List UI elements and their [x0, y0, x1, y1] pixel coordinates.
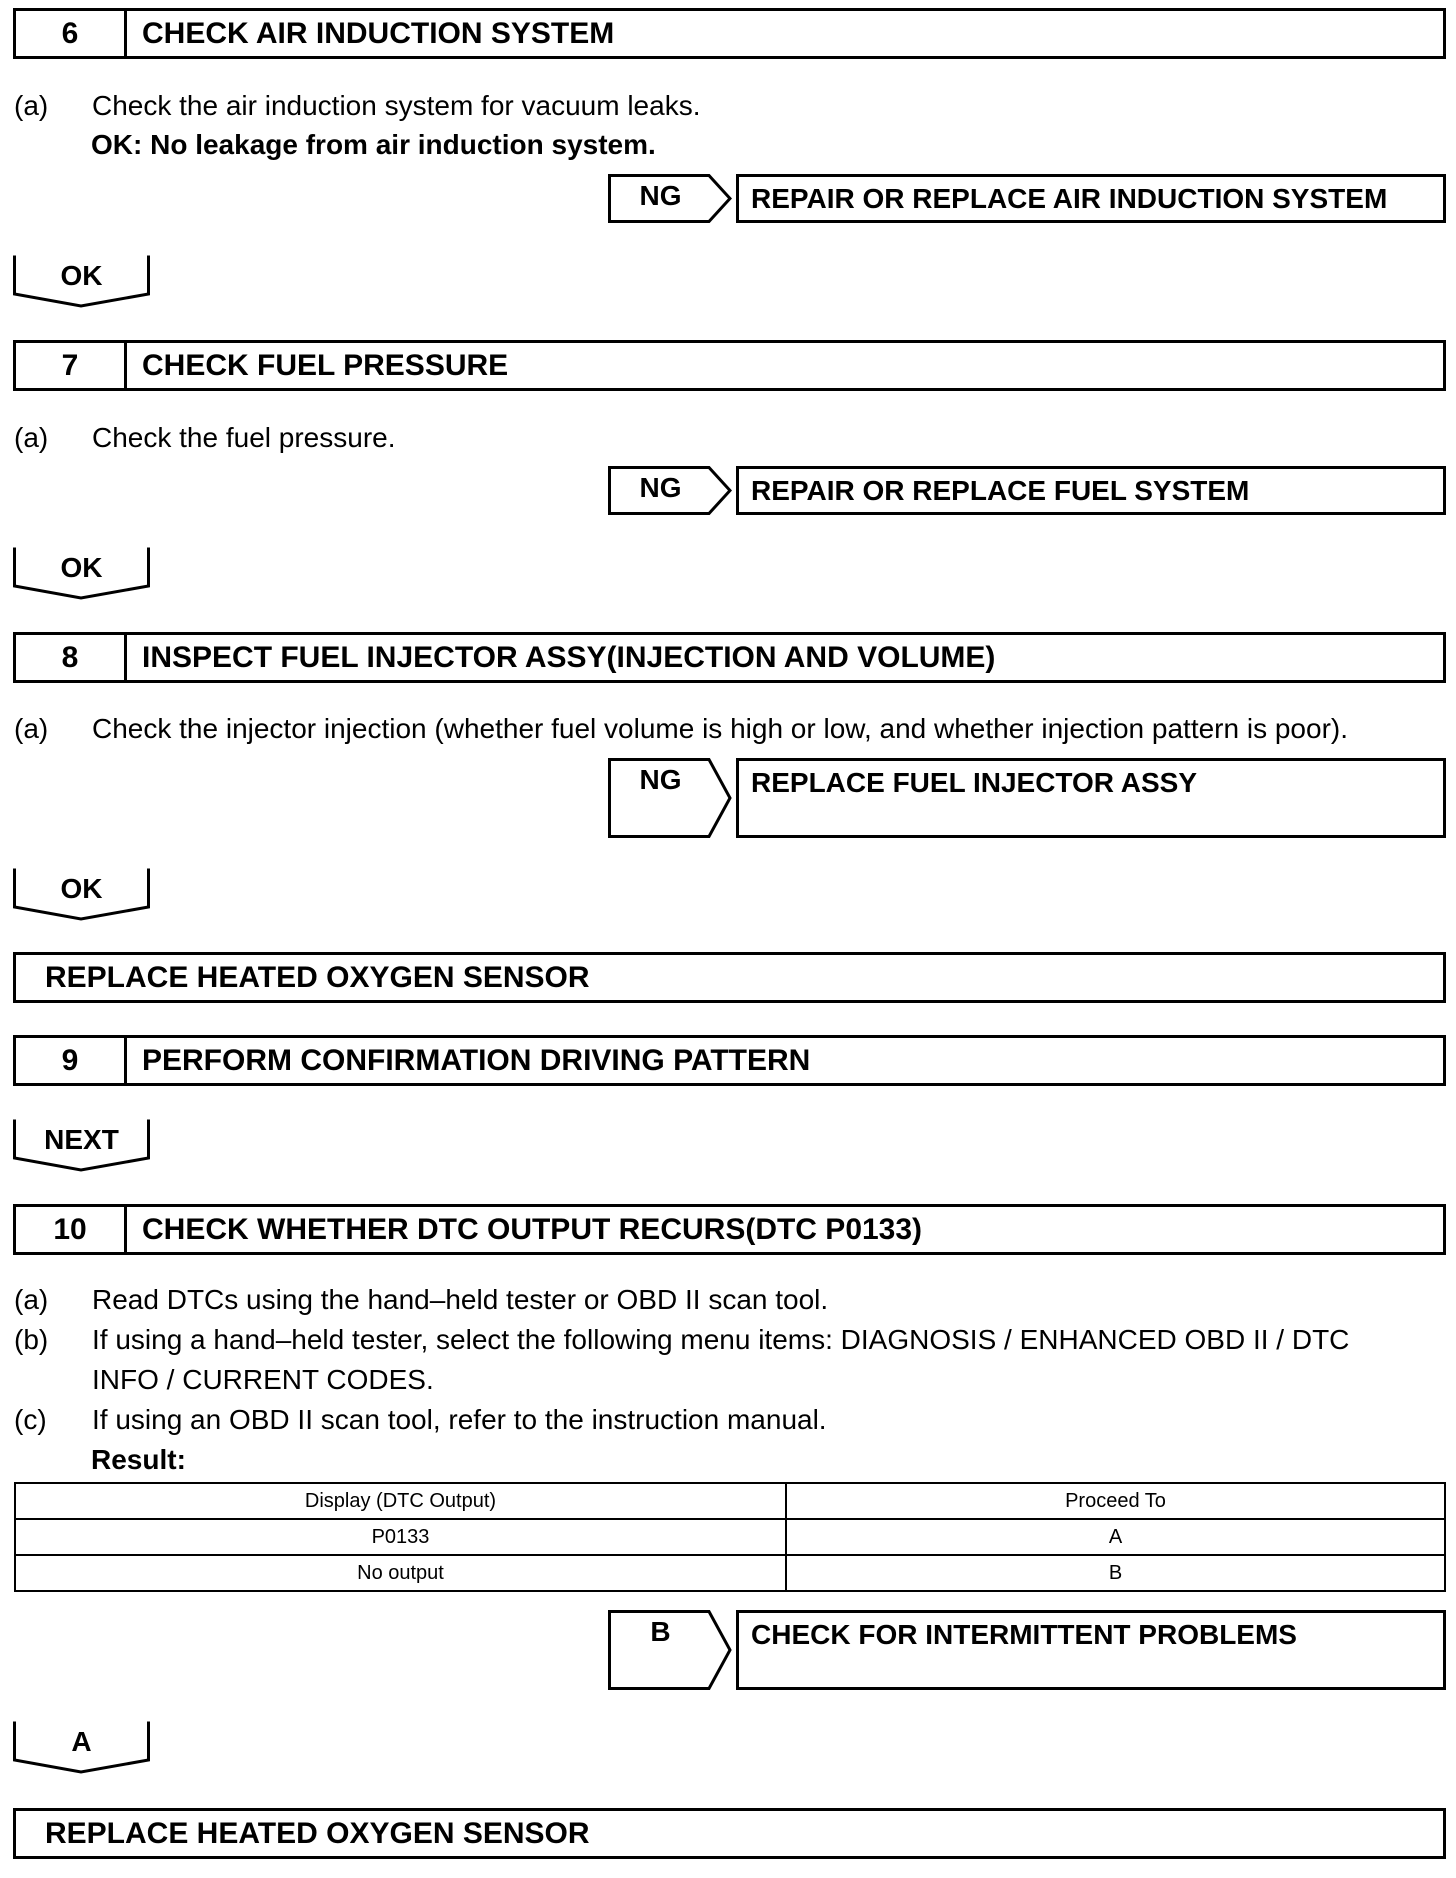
b-label: B	[650, 1616, 671, 1647]
ng-branch[interactable]	[608, 466, 1448, 515]
item-label: (a)	[14, 713, 49, 744]
item-text: If using a hand–held tester, select the following menu items: DIAGNOSIS / ENHANCED OBD II / DTC	[92, 1324, 1350, 1355]
ng-branch[interactable]	[608, 758, 1448, 838]
tag-label: A	[71, 1726, 92, 1757]
step-number: 7	[16, 343, 127, 388]
tag-label: OK	[60, 873, 103, 904]
step-title: CHECK WHETHER DTC OUTPUT RECURS(DTC P0133)	[142, 1212, 923, 1246]
step-number: 8	[16, 635, 127, 680]
ok-tag[interactable]	[13, 254, 150, 308]
step-number: 10	[16, 1207, 127, 1252]
instruction-line	[14, 1320, 1444, 1360]
ng-label: NG	[639, 472, 682, 503]
ng-branch[interactable]	[608, 174, 1448, 223]
table-cell: A	[786, 1519, 1445, 1555]
step-title: PERFORM CONFIRMATION DRIVING PATTERN	[142, 1043, 811, 1077]
item-text: Check the fuel pressure.	[92, 422, 396, 453]
step-number: 9	[16, 1038, 127, 1083]
tag-label: OK	[60, 260, 103, 291]
table-row	[15, 1519, 1445, 1555]
table-cell: No output	[15, 1555, 786, 1591]
item-label: (c)	[14, 1404, 47, 1435]
table-header: Display (DTC Output)	[15, 1483, 786, 1519]
step-number: 6	[16, 11, 127, 56]
tag-label: NEXT	[44, 1124, 119, 1155]
ok-criteria: OK: No leakage from air induction system.	[91, 129, 656, 160]
item-text: Read DTCs using the hand–held tester or OBD II scan tool.	[92, 1284, 829, 1315]
b-branch[interactable]	[608, 1610, 1448, 1690]
item-label: (b)	[14, 1324, 49, 1355]
instruction-line	[14, 1280, 1444, 1320]
final-action-box: REPLACE HEATED OXYGEN SENSOR	[13, 952, 1446, 1003]
ng-label: NG	[639, 764, 682, 795]
final-action-box: REPLACE HEATED OXYGEN SENSOR	[13, 1808, 1446, 1859]
item-text: Check the injector injection (whether fuel volume is high or low, and whether injection pattern is poor).	[92, 713, 1348, 744]
instruction-line	[14, 86, 1434, 126]
ng-result: REPLACE FUEL INJECTOR ASSY	[736, 758, 1446, 838]
ok-tag[interactable]	[13, 867, 150, 921]
instruction-line	[14, 418, 1434, 458]
result-label: Result:	[91, 1444, 186, 1475]
next-tag[interactable]	[13, 1118, 150, 1172]
table-header-row	[15, 1483, 1445, 1519]
step-6-header	[13, 8, 1446, 59]
step-8-header	[13, 632, 1446, 683]
instruction-line-continued: INFO / CURRENT CODES.	[92, 1364, 434, 1395]
step-9-header	[13, 1035, 1446, 1086]
instruction-line	[14, 1400, 1444, 1440]
item-label: (a)	[14, 90, 49, 121]
a-tag[interactable]	[13, 1720, 150, 1774]
step-title: INSPECT FUEL INJECTOR ASSY(INJECTION AND VOLUME)	[142, 640, 996, 674]
step-7-header	[13, 340, 1446, 391]
table-cell: B	[786, 1555, 1445, 1591]
item-label: (a)	[14, 1284, 49, 1315]
table-cell: P0133	[15, 1519, 786, 1555]
tag-label: OK	[60, 552, 103, 583]
ng-label: NG	[639, 180, 682, 211]
ng-result: REPAIR OR REPLACE FUEL SYSTEM	[736, 466, 1446, 515]
result-table	[14, 1482, 1446, 1592]
step-10-header	[13, 1204, 1446, 1255]
b-result: CHECK FOR INTERMITTENT PROBLEMS	[736, 1610, 1446, 1690]
instruction-line	[14, 709, 1444, 749]
ng-result: REPAIR OR REPLACE AIR INDUCTION SYSTEM	[736, 174, 1446, 223]
table-header: Proceed To	[786, 1483, 1445, 1519]
item-text: If using an OBD II scan tool, refer to the instruction manual.	[92, 1404, 827, 1435]
ok-tag[interactable]	[13, 546, 150, 600]
item-text: Check the air induction system for vacuum leaks.	[92, 90, 701, 121]
item-label: (a)	[14, 422, 49, 453]
table-row	[15, 1555, 1445, 1591]
step-title: CHECK AIR INDUCTION SYSTEM	[142, 16, 615, 50]
step-title: CHECK FUEL PRESSURE	[142, 348, 509, 382]
